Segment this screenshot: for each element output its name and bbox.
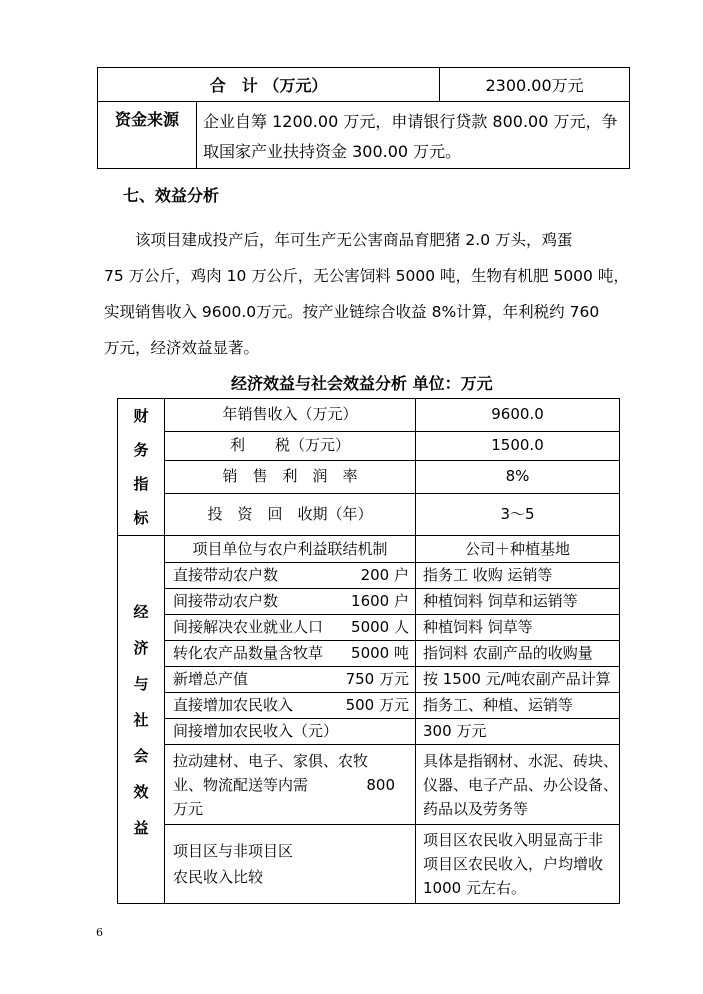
financial-value: 9600.0 <box>416 399 620 432</box>
social-row-value: 指饲料 农副产品的收购量 <box>416 641 620 667</box>
page-number: 6 <box>96 926 103 939</box>
section-heading: 七、效益分析 <box>123 186 220 205</box>
social-row-value: 指务工 收购 运销等 <box>416 563 620 589</box>
social-header-value: 公司＋种植基地 <box>416 536 620 563</box>
total-value: 2300.00万元 <box>440 68 630 102</box>
total-label: 合 计 （万元） <box>98 68 440 102</box>
source-label: 资金来源 <box>98 102 197 169</box>
social-row-label: 转化农产品数量含牧草 5000 吨 <box>165 641 416 667</box>
social-row-value: 种植饲料 饲草和运销等 <box>416 589 620 615</box>
source-line: 取国家产业扶持资金 300.00 万元。 <box>203 142 462 161</box>
financial-value: 3～5 <box>416 493 620 535</box>
comparison-value: 项目区农民收入明显高于非 项目区农民收入，户均增收 1000 元左右。 <box>416 825 620 904</box>
financial-label: 利 税（万元） <box>165 431 416 461</box>
paragraph-line: 75 万公斤，鸡肉 10 万公斤，无公害饲料 5000 吨，生物有机肥 5000 吨， <box>104 267 629 285</box>
funding-table <box>97 67 630 169</box>
social-row-label: 新增总产值 750 万元 <box>165 667 416 693</box>
social-row-label: 间接增加农民收入（元） <box>165 719 416 745</box>
social-row-value: 300 万元 <box>416 719 620 745</box>
social-row-label: 直接增加农民收入 500 万元 <box>165 693 416 719</box>
social-row-label: 直接带动农户数 200 户 <box>165 563 416 589</box>
source-value <box>197 102 630 169</box>
materials-value: 具体是指钢材、水泥、砖块、 仪器、电子产品、办公设备、 药品以及劳务等 <box>416 745 620 825</box>
financial-value: 1500.0 <box>416 431 620 461</box>
paragraph-line: 该项目建成投产后，年可生产无公害商品育肥猪 2.0 万头，鸡蛋 <box>104 231 573 249</box>
financial-label: 销 售 利 润 率 <box>165 461 416 494</box>
benefit-table <box>117 398 620 904</box>
social-row-label: 间接解决农业就业人口 5000 人 <box>165 615 416 641</box>
materials-label: 拉动建材、电子、家俱、农牧 业、物流配送等内需 800 万元 <box>165 745 416 825</box>
social-row-value: 指务工、种植、运销等 <box>416 693 620 719</box>
social-row-label: 间接带动农户数 1600 户 <box>165 589 416 615</box>
table-caption: 经济效益与社会效益分析 单位：万元 <box>231 374 493 393</box>
social-side-label: 经 济 与 社 会 效 益 <box>118 536 165 904</box>
source-line: 企业自筹 1200.00 万元，申请银行贷款 800.00 万元，争 <box>203 112 618 131</box>
social-row-value: 按 1500 元/吨农副产品计算 <box>416 667 620 693</box>
social-header-label: 项目单位与农户利益联结机制 <box>165 536 416 563</box>
paragraph-line: 实现销售收入 9600.0万元。按产业链综合收益 8%计算，年利税约 760 <box>104 303 600 321</box>
social-row-value: 种植饲料 饲草等 <box>416 615 620 641</box>
comparison-label: 项目区与非项目区 农民收入比较 <box>165 825 416 904</box>
financial-value: 8% <box>416 461 620 494</box>
financial-label: 年销售收入（万元） <box>165 399 416 432</box>
financial-side-label: 财 务 指 标 <box>118 399 165 536</box>
paragraph-line: 万元，经济效益显著。 <box>104 339 260 357</box>
benefit-paragraph <box>104 222 629 366</box>
financial-label: 投 资 回 收期（年） <box>165 493 416 535</box>
